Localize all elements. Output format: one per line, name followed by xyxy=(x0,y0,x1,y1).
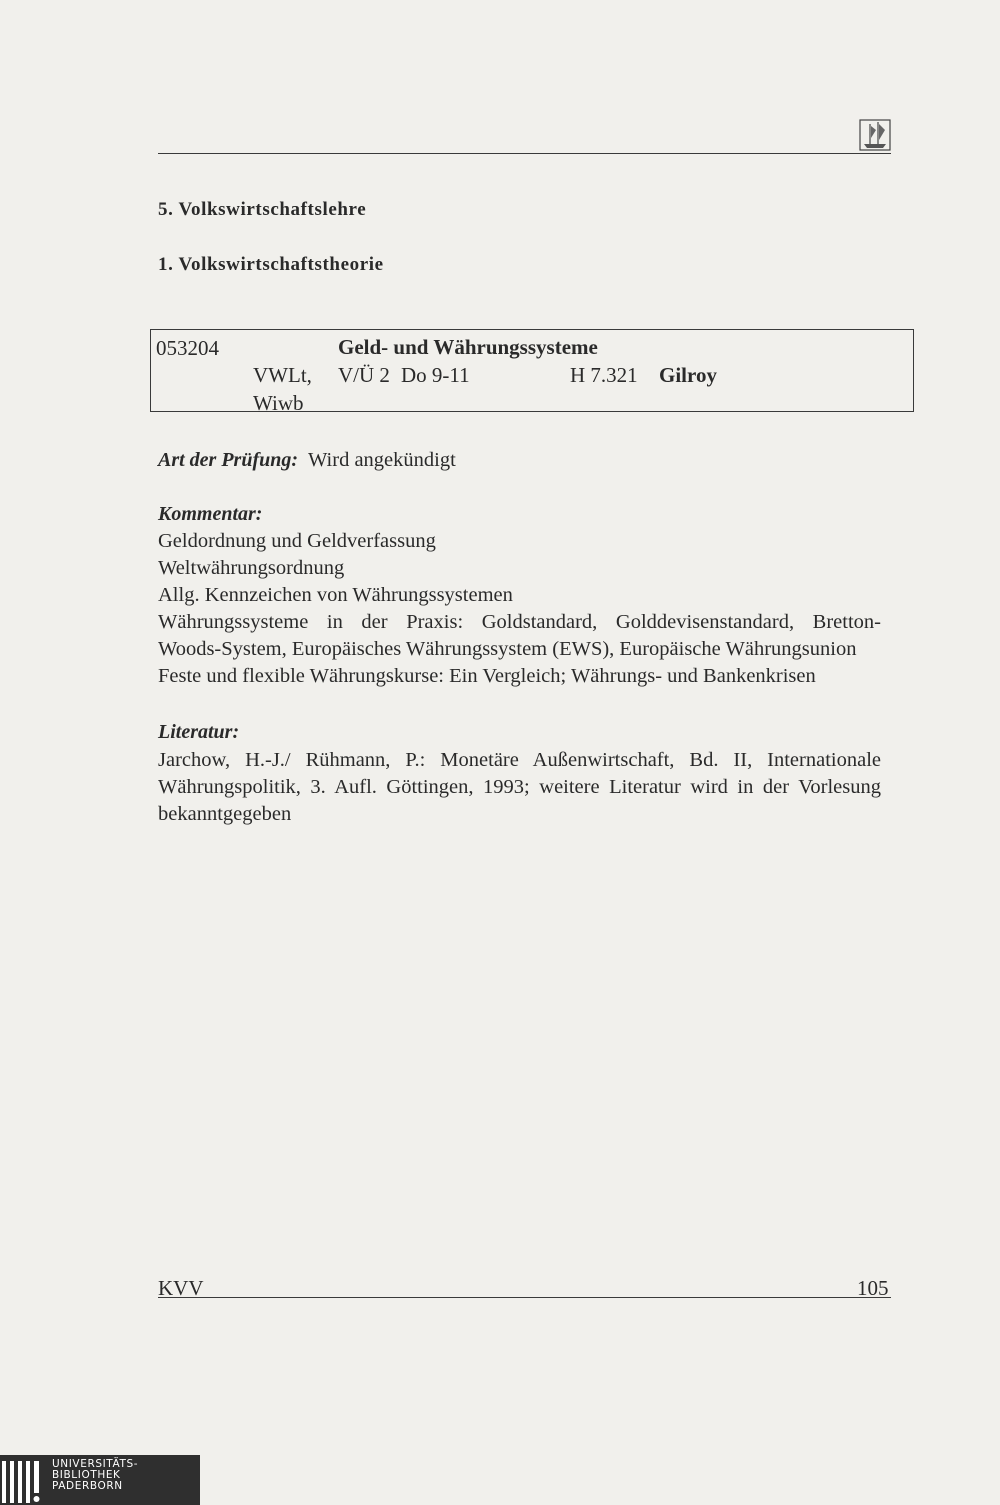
literature-line: bekanntgegeben xyxy=(158,803,292,825)
library-stamp-line1: UNIVERSITÄTS- xyxy=(52,1458,139,1470)
course-room: H 7.321 xyxy=(570,363,638,387)
subsection-heading: 1. Volkswirtschaftstheorie xyxy=(158,254,384,275)
library-ship-logo-icon xyxy=(858,118,892,152)
footer-rule xyxy=(158,1297,891,1298)
literature-label: Literatur: xyxy=(158,721,240,743)
commentary-line: Allg. Kennzeichen von Währungssystemen xyxy=(158,584,513,606)
commentary-line: Geldordnung und Geldverfassung xyxy=(158,530,436,552)
commentary-line: Woods-System, Europäisches Währungssystem (EWS), Europäische Währungsunion xyxy=(158,638,857,660)
literature-line: Währungspolitik, 3. Aufl. Göttingen, 1993; weitere Literatur wird in der Vorlesung xyxy=(158,776,881,798)
header-rule xyxy=(158,153,891,154)
library-stamp xyxy=(0,1455,200,1505)
course-programs-2: Wiwb xyxy=(253,391,304,415)
commentary-line: Währungssysteme in der Praxis: Goldstandard, Golddevisenstandard, Bretton- xyxy=(158,611,881,633)
library-bars-icon xyxy=(0,1459,44,1505)
literature-body xyxy=(158,747,888,828)
course-type-hours: V/Ü 2 xyxy=(338,363,390,387)
commentary-line: Feste und flexible Währungskurse: Ein Vergleich; Währungs- und Bankenkrisen xyxy=(158,665,816,687)
exam-line xyxy=(158,447,456,474)
commentary-body xyxy=(158,528,888,690)
exam-label: Art der Prüfung: xyxy=(158,449,299,471)
footer-label: KVV xyxy=(158,1276,204,1300)
course-lecturer: Gilroy xyxy=(659,363,717,387)
literature-line: Jarchow, H.-J./ Rühmann, P.: Monetäre Außenwirtschaft, Bd. II, Internationale xyxy=(158,749,881,771)
commentary-label: Kommentar: xyxy=(158,503,263,525)
commentary-line: Weltwährungsordnung xyxy=(158,557,345,579)
course-number: 053204 xyxy=(156,336,219,360)
course-time: Do 9-11 xyxy=(401,363,470,387)
exam-value: Wird angekündigt xyxy=(308,449,456,471)
library-stamp-line3: PADERBORN xyxy=(52,1480,123,1492)
library-stamp-line2: BIBLIOTHEK xyxy=(52,1469,121,1481)
page-number: 105 xyxy=(857,1276,889,1300)
course-title: Geld- und Währungssysteme xyxy=(338,335,598,359)
course-programs-1: VWLt, xyxy=(253,363,312,387)
section-heading: 5. Volkswirtschaftslehre xyxy=(158,199,367,220)
